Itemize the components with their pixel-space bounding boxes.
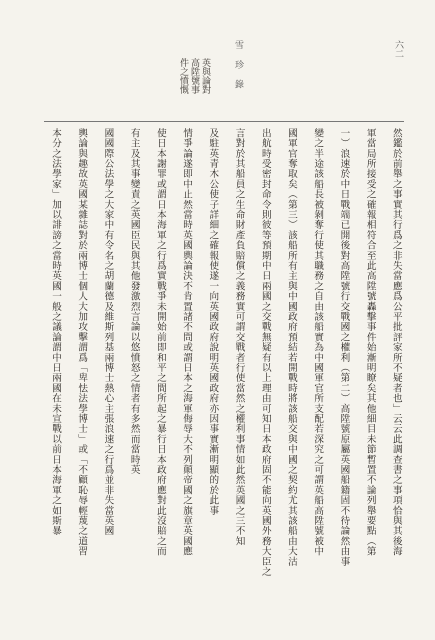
- text-column: 有主及其事變責之英國臣民與其他發激烈言論以悠憤怒之情者有多然而當時英: [128, 128, 140, 475]
- side-note-column: 件之憤慨: [178, 58, 188, 94]
- running-title: 雪 珍 錄: [233, 40, 243, 93]
- text-column: 國國際公法學之大家中有令名之胡蘭德及維斯列基兩博士熱心主張浪速之行爲並非失當英國: [102, 128, 114, 536]
- text-column: 一）浪速於中日戰端已開後對高陞號行交戰國之權利（第二）高陞號原屬英國船籍固不待論然由事: [338, 128, 350, 567]
- side-note-column: 高陞號事: [189, 58, 199, 94]
- body-text: [48, 128, 403, 618]
- text-column: 出航時受密封命令則彼等預期中日兩國之交戰無疑有以上理由可知日本政府固不能向英國外務大臣之: [259, 128, 271, 577]
- section-side-note: [178, 58, 210, 118]
- side-note-column: 英與論對: [200, 58, 210, 94]
- text-column: 情爭論遂即中止然當時英國輿論決不肯置諸不問或謂日本之海軍侮辱大不列顛帝國之旗章英國應: [181, 128, 193, 557]
- text-column: 然鑑於前舉之事實其行爲之非失當應爲公平批評家所不疑者也」云云此調查書之事項恰與其後海: [390, 128, 402, 557]
- text-column: 使日本謝罪或謂日本海軍之行爲實戰爭未開始前即和平之間所起之暴行日本政府應對此沒賠之而: [154, 128, 166, 557]
- header-rule: [44, 121, 404, 122]
- text-column: 及駐英青木公使子詳細之確報使遂一向英國政府說明英國政府亦因事實漸明顯的於此事: [207, 128, 219, 516]
- text-column: 軍當局所接受之確報相符合至此高陞號轟擊事件始漸明瞭矣其他細目未節暫置不論列舉要點（第: [364, 128, 376, 557]
- text-column: 輿論與趣故英國某雜誌對於兩博士個人大加攻擊謂爲「卑怯法學博士」或「不顧恥辱輕蔑之道習: [76, 128, 88, 557]
- text-column: 變之半途該船長被剝奪行使其職務之自由該船實為中國軍官所支配若深究之可謂英船高陞號被中: [312, 128, 324, 557]
- page-number: 六二: [393, 40, 403, 58]
- text-column: 國軍官奪取矣（第三）該船所有主與中國政府預結若開戰時將該船交與中國之契約尤其該船由大沽: [285, 128, 297, 567]
- text-column: 本分之法學家」加以誹謗之當時英國一般之議論謂中日兩國在未宣戰以前日本海軍之如斯暴: [50, 128, 61, 536]
- text-column: 言對於其船員之生命財產負賠償之義務實可謂交戰者行使當然之權利事情如此然英國之三不知: [233, 128, 245, 547]
